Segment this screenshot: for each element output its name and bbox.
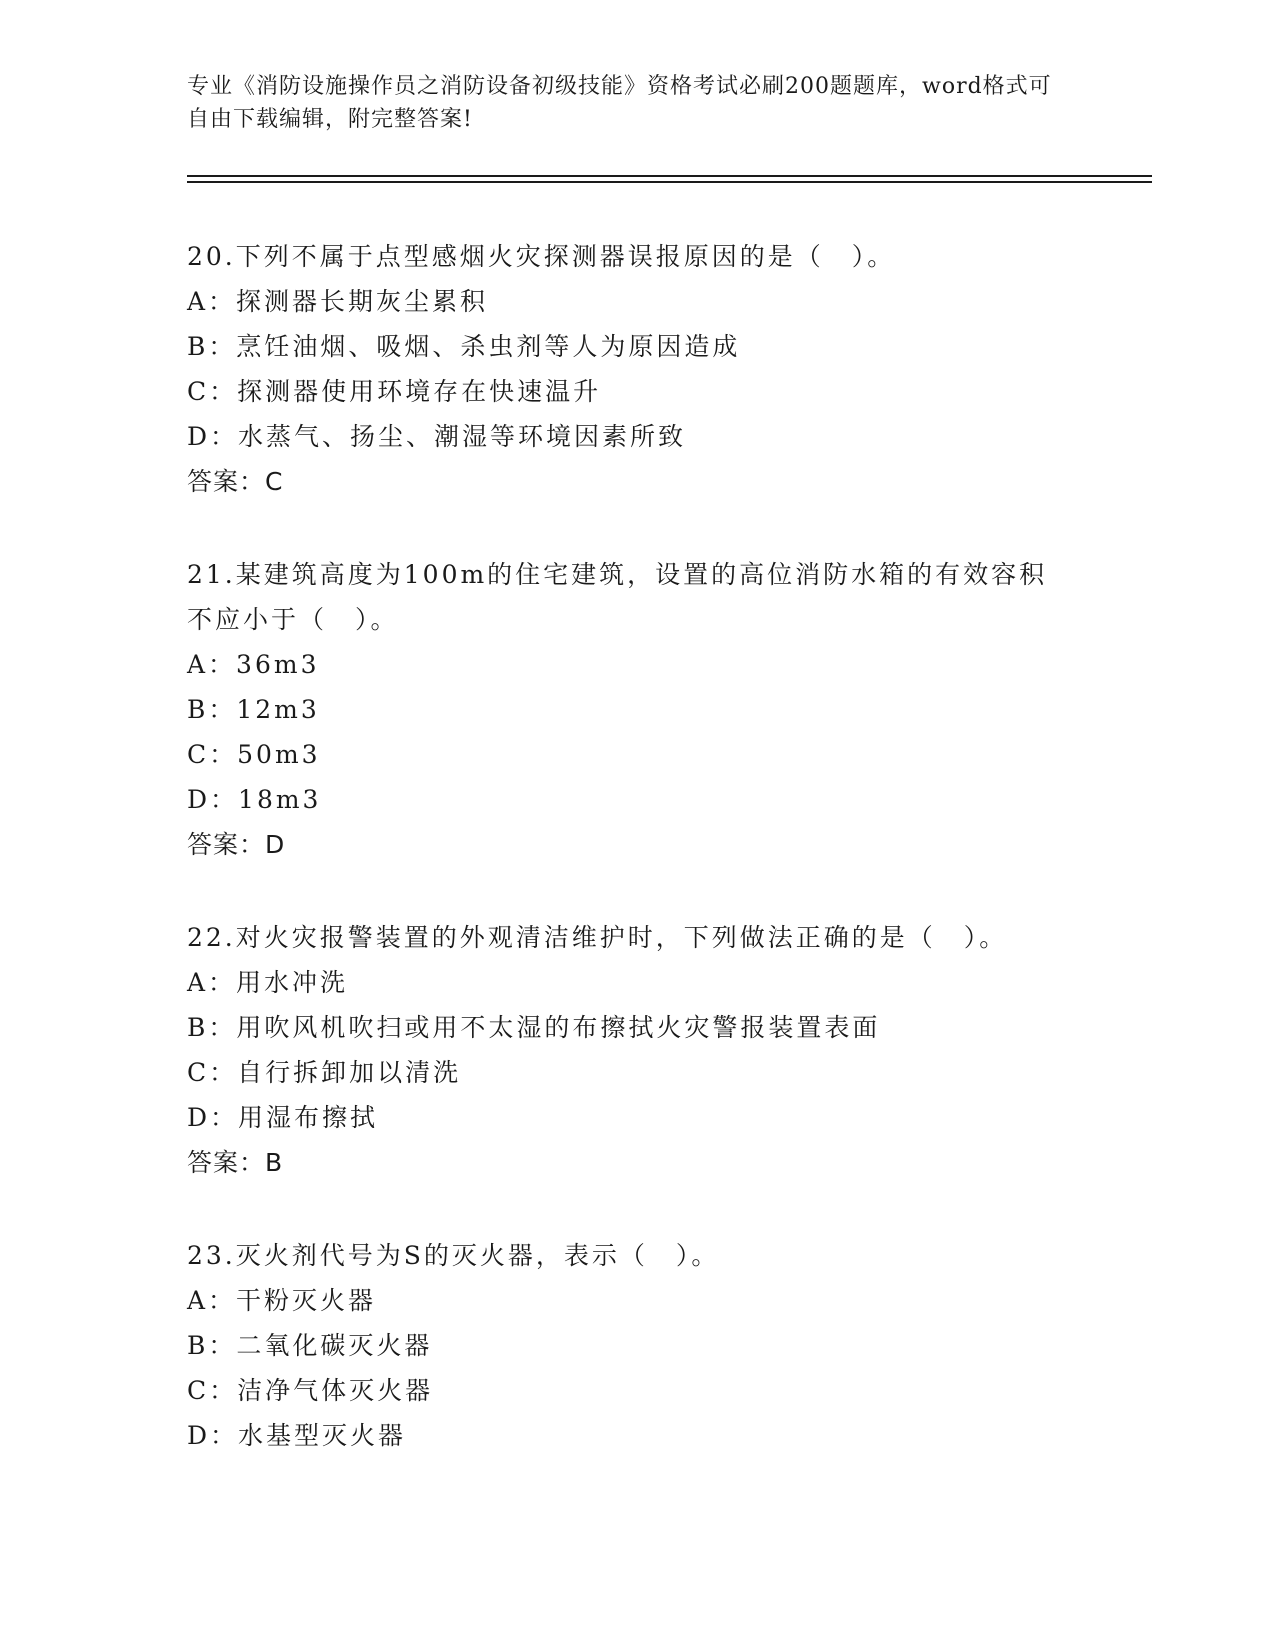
option-a: A：36m3 <box>187 650 320 679</box>
option-d: D：水基型灭火器 <box>187 1421 407 1450</box>
answer-text: 答案：B <box>187 1148 284 1177</box>
option-b: B：用吹风机吹扫或用不太湿的布擦拭火灾警报装置表面 <box>187 1013 881 1042</box>
header-divider-bottom <box>187 181 1152 183</box>
option-a: A：探测器长期灰尘累积 <box>187 287 489 316</box>
header-divider-top <box>187 175 1152 177</box>
option-d: D：水蒸气、扬尘、潮湿等环境因素所致 <box>187 422 687 451</box>
question-23 <box>187 1233 1067 1458</box>
question-stem: 21.某建筑高度为100m的住宅建筑，设置的高位消防水箱的有效容积不应小于（ ）。 <box>187 560 1048 634</box>
option-c: C：洁净气体灭火器 <box>187 1376 434 1405</box>
option-c: C：自行拆卸加以清洗 <box>187 1058 462 1087</box>
option-b: B：二氧化碳灭火器 <box>187 1331 433 1360</box>
option-d: D：用湿布擦拭 <box>187 1103 379 1132</box>
option-b: B：12m3 <box>187 695 320 724</box>
answer-text: 答案：C <box>187 467 284 496</box>
answer-text: 答案：D <box>187 830 286 859</box>
option-a: A：干粉灭火器 <box>187 1286 377 1315</box>
question-21 <box>187 552 1067 867</box>
question-stem: 23.灭火剂代号为S的灭火器，表示（ ）。 <box>187 1241 720 1270</box>
question-22 <box>187 915 1067 1185</box>
question-stem: 22.对火灾报警装置的外观清洁维护时，下列做法正确的是（ ）。 <box>187 923 1008 952</box>
question-stem: 20.下列不属于点型感烟火灾探测器误报原因的是（ ）。 <box>187 242 896 271</box>
question-20 <box>187 234 1067 504</box>
option-c: C：50m3 <box>187 740 321 769</box>
option-c: C：探测器使用环境存在快速温升 <box>187 377 602 406</box>
document-header <box>187 70 1067 136</box>
option-a: A：用水冲洗 <box>187 968 349 997</box>
option-b: B：烹饪油烟、吸烟、杀虫剂等人为原因造成 <box>187 332 741 361</box>
header-text: 专业《消防设施操作员之消防设备初级技能》资格考试必刷200题题库，word格式可自由下载编辑，附完整答案! <box>187 74 1052 132</box>
option-d: D：18m3 <box>187 785 322 814</box>
